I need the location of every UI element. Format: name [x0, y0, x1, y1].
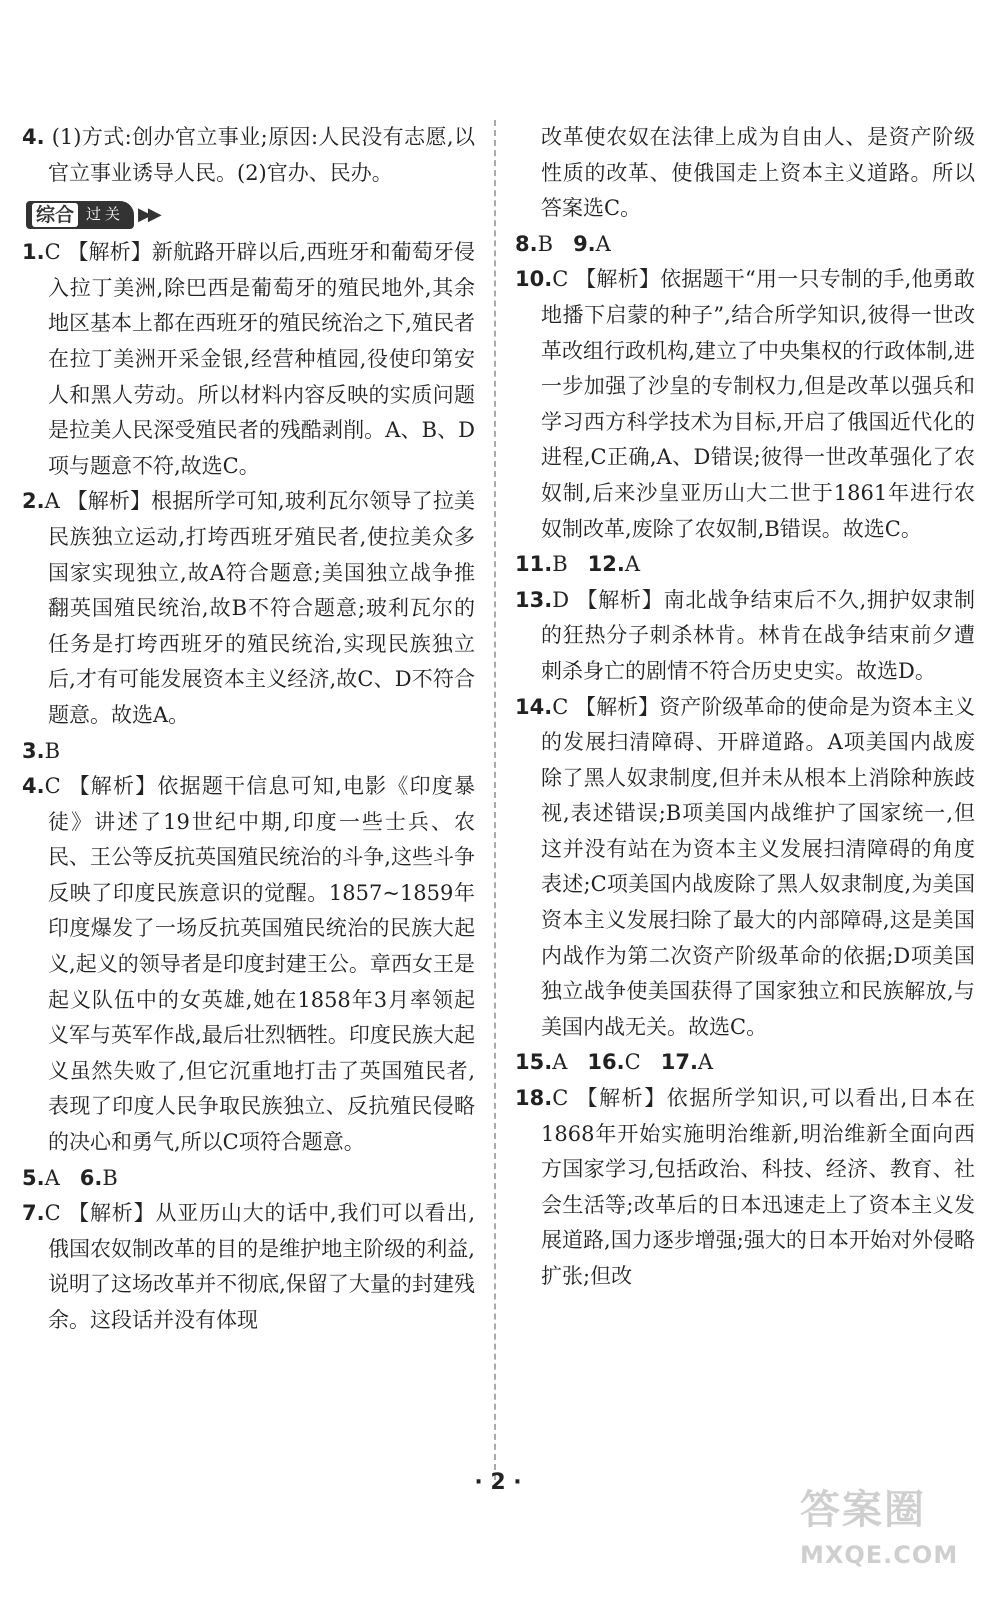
item-text: 资产阶级革命的使命是为资本主义的发展扫清障碍、开辟道路。A项美国内战废除了黑人奴隶制度,但并未从根本上消除种族歧视,表述错误;B项美国内战维护了国家统一,但这并没有站在为资本主义发展扫清障碍的角度表述;C项美国内战废除了黑人奴隶制度,为美国资本主义发展扫除了最大的内部障碍,这是美国内战作为第二次资产阶级革命的依据;D项美国独立战争使美国获得了国家独立和民族解放,与美国内战无关。故选C。 [541, 694, 975, 1039]
analysis-tag: 【解析】 [68, 1201, 156, 1226]
answer-item [22, 734, 475, 770]
item-text: 依据所学知识,可以看出,日本在1868年开始实施明治维新,明治维新全面向西方国家学习,包括政治、科技、经济、教育、社会生活等;改革后的日本迅速走上了资本主义发展道路,国力逐步增强;强大的日本开始对外侵略扩张;但改 [541, 1086, 975, 1288]
item-answer: A [44, 1165, 60, 1190]
item-text: 依据题干“用一只专制的手,他勇敢地播下启蒙的种子”,结合所学知识,彼得一世改革改组行政机构,建立了中央集权的行政体制,进一步加强了沙皇的专制权力,但是改革以强兵和学习西方科学技术为目标,开启了俄国近代化的进程,C正确,A、D错误;彼得一世改革强化了农奴制,后来沙皇亚历山大二世于1861年进行农奴制改革,废除了农奴制,B错误。故选C。 [541, 267, 975, 541]
item-answer: A [624, 552, 641, 577]
item-number: 5. [22, 1165, 45, 1190]
item-answer: D [552, 587, 570, 612]
item-number: 11. [515, 552, 553, 577]
banner-box [26, 201, 134, 229]
answer-item [22, 1196, 475, 1338]
item-number: 7. [22, 1201, 45, 1226]
item-answer: A [697, 1050, 714, 1075]
item-number: 1. [22, 240, 45, 265]
item-answer: C [44, 1201, 61, 1226]
banner-title: 综合 [32, 203, 78, 227]
analysis-tag: 【解析】 [67, 240, 152, 265]
answer-item [515, 583, 975, 690]
item-answer: B [537, 231, 554, 256]
answer-item [515, 227, 975, 263]
item-text: 依据题干信息可知,电影《印度暴徒》讲述了19世纪中期,印度一些士兵、农民、王公等反抗英国殖民统治的斗争,这些斗争反映了印度民族意识的觉醒。1857~1859年印度爆发了一场反抗英国殖民统治的民族大起义,起义的领导者是印度封建王公。章西女王是起义队伍中的女英雄,她在1858年3月率领起义军与英军作战,最后壮烈牺牲。印度民族大起义虽然失败了,但它沉重地打击了英国殖民者,表现了印度人民争取民族独立、反抗殖民侵略的决心和勇气,所以C项符合题意。 [48, 774, 475, 1155]
item-number: 17. [660, 1050, 698, 1075]
item-number: 13. [515, 587, 553, 612]
item-number: 2. [22, 489, 45, 514]
item-number: 4. [22, 774, 45, 799]
analysis-tag: 【解析】 [575, 267, 661, 292]
analysis-tag: 【解析】 [576, 587, 664, 612]
item-answer: B [102, 1165, 118, 1190]
answer-item [515, 1081, 975, 1295]
item-answer: C [624, 1050, 641, 1075]
watermark-bottom: MXQE.COM [800, 1541, 959, 1569]
answer-item [22, 769, 475, 1161]
item-text: 南北战争结束后不久,拥护奴隶制的狂热分子刺杀林肯。林肯在战争结束前夕遭刺杀身亡的剧情不符合历史史实。故选D。 [541, 587, 975, 683]
item-answer: C [552, 267, 569, 292]
analysis-tag: 【解析】 [66, 489, 152, 514]
item-answer: C [44, 774, 61, 799]
watermark-logo [800, 1478, 975, 1588]
answer-item [515, 1045, 975, 1081]
item-answer: C [552, 694, 569, 719]
left-column [22, 120, 475, 1339]
answer-item [515, 262, 975, 547]
answer-item [22, 120, 475, 191]
banner-subtitle: 过关 [86, 205, 125, 224]
analysis-tag: 【解析】 [575, 694, 660, 719]
item-text: (1)方式:创办官立事业;原因:人民没有志愿,以官立事业诱导人民。(2)官办、民办。 [48, 125, 475, 185]
section-banner [26, 199, 158, 231]
item-text: 根据所学可知,玻利瓦尔领导了拉美民族独立运动,打垮西班牙殖民者,使拉美众多国家实现独立,故A符合题意;美国独立战争推翻英国殖民统治,故B不符合题意;玻利瓦尔的任务是打垮西班牙的殖民统治,实现民族独立后,才有可能发展资本主义经济,故C、D不符合题意。故选A。 [48, 489, 475, 727]
answer-item [22, 1161, 475, 1197]
item-answer: C [552, 1086, 569, 1111]
item-number: 16. [587, 1050, 625, 1075]
column-divider [494, 120, 496, 1480]
item-text: 新航路开辟以后,西班牙和葡萄牙侵入拉丁美洲,除巴西是葡萄牙的殖民地外,其余地区基本上都在西班牙的殖民统治之下,殖民者在拉丁美洲开采金银,经营种植园,役使印第安人和黑人劳动。所以材料内容反映的实质问题是拉美人民深受殖民者的残酷剥削。A、B、D项与题意不符,故选C。 [48, 240, 475, 478]
item-number: 6. [79, 1165, 103, 1190]
item-number: 3. [22, 738, 45, 763]
answer-item [515, 547, 975, 583]
item-number: 15. [515, 1050, 553, 1075]
item-text: 改革使农奴在法律上成为自由人、是资产阶级性质的改革、使俄国走上资本主义道路。所以答案选C。 [541, 125, 975, 221]
item-answer: B [552, 552, 568, 577]
item-number: 18. [515, 1086, 553, 1111]
item-answer: B [44, 738, 61, 763]
item-number: 14. [515, 694, 553, 719]
item-number: 8. [515, 231, 538, 256]
right-column [515, 120, 975, 1295]
answer-item [515, 120, 975, 227]
item-answer: A [595, 231, 611, 256]
item-answer: C [44, 240, 61, 265]
item-number: 10. [515, 267, 553, 292]
item-number: 9. [573, 231, 596, 256]
item-text: 从亚历山大的话中,我们可以看出,俄国农奴制改革的目的是维护地主阶级的利益,说明了这场改革并不彻底,保留了大量的封建残余。这段话并没有体现 [48, 1201, 475, 1332]
answer-item [22, 484, 475, 733]
analysis-tag: 【解析】 [576, 1086, 667, 1111]
page-number: · 2 · [474, 1470, 522, 1495]
item-number: 12. [587, 552, 625, 577]
double-chevron-icon: ▶▶ [138, 204, 158, 226]
item-answer: A [552, 1050, 568, 1075]
answer-item [22, 235, 475, 484]
analysis-tag: 【解析】 [68, 774, 158, 799]
item-number: 4. [22, 125, 45, 149]
watermark-top: 答案圈 [800, 1487, 926, 1533]
item-answer: A [44, 489, 60, 514]
answer-item [515, 690, 975, 1046]
